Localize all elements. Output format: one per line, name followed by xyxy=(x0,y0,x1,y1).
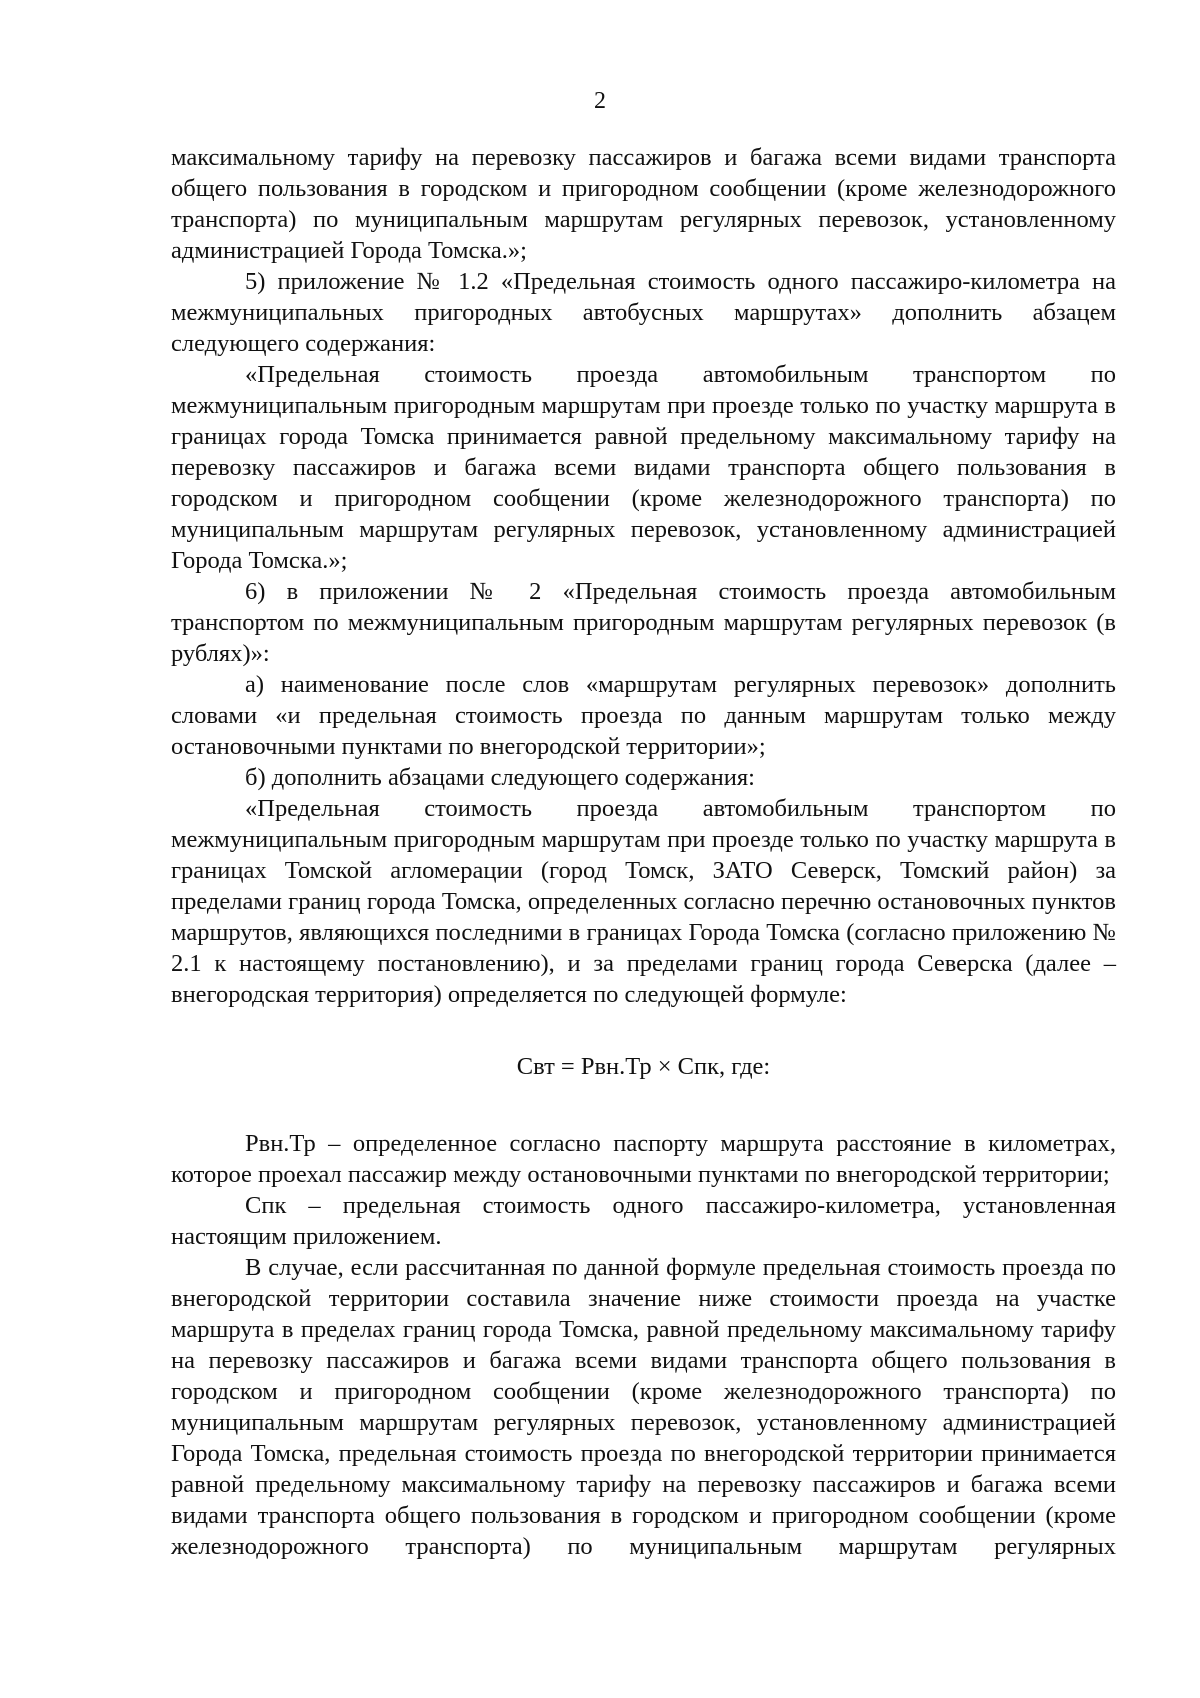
paragraph-quote-1: «Предельная стоимость проезда автомобильным транспортом по межмуниципальным пригородным маршрутам при проезде только по участку маршрута в границах города Томска принимается равной предельному максимальному тарифу на перевозку пассажиров и багажа всеми видами транспорта общего пользования в городском и пригородном сообщении (кроме железнодорожного транспорта) по муниципальным маршрутам регулярных перевозок, установленному администрацией Города Томска.»; xyxy=(171,361,1116,574)
page-number: 2 xyxy=(594,88,606,114)
paragraph-continuation: максимальному тарифу на перевозку пассажиров и багажа всеми видами транспорта общего пользования в городском и пригородном сообщении (кроме железнодорожного транспорта) по муниципальным маршрутам регулярных перевозок, установленному администрацией Города Томска.»; xyxy=(171,144,1116,264)
paragraph-item-5: 5) приложение № 1.2 «Предельная стоимость одного пассажиро-километра на межмуниципальных пригородных автобусных маршрутах» дополнить абзацем следующего содержания: xyxy=(171,268,1116,357)
paragraph-item-6b: б) дополнить абзацами следующего содержания: xyxy=(245,764,755,791)
paragraph-definition-cost: Спк – предельная стоимость одного пассажиро-километра, установленная настоящим приложением. xyxy=(171,1192,1116,1250)
formula: Свт = Рвн.Тр × Спк, где: xyxy=(516,1053,771,1080)
paragraph-item-6a: а) наименование после слов «маршрутам регулярных перевозок» дополнить словами «и предельная стоимость проезда по данным маршрутам только между остановочными пунктами по внегородской территории»; xyxy=(171,671,1116,760)
paragraph-definition-distance: Рвн.Тр – определенное согласно паспорту маршрута расстояние в километрах, которое проехал пассажир между остановочными пунктами по внегородской территории; xyxy=(171,1130,1116,1188)
paragraph-quote-2: «Предельная стоимость проезда автомобильным транспортом по межмуниципальным пригородным маршрутам при проезде только по участку маршрута в границах Томской агломерации (город Томск, ЗАТО Северск, Томский район) за пределами границ города Томска, определенных согласно перечню остановочных пунктов маршрутов, являющихся последними в границах Города Томска (согласно приложению № 2.1 к настоящему постановлению), и за пределами границ города Северска (далее – внегородская территория) определяется по следующей формуле: xyxy=(171,795,1116,1008)
paragraph-item-6: 6) в приложении № 2 «Предельная стоимость проезда автомобильным транспортом по межмуниципальным пригородным маршрутам регулярных перевозок (в рублях)»: xyxy=(171,578,1116,667)
document-body xyxy=(171,142,1116,1562)
paragraph-case: В случае, если рассчитанная по данной формуле предельная стоимость проезда по внегородской территории составила значение ниже стоимости проезда на участке маршрута в пределах границ города Томска, равной предельному максимальному тарифу на перевозку пассажиров и багажа всеми видами транспорта общего пользования в городском и пригородном сообщении (кроме железнодорожного транспорта) по муниципальным маршрутам регулярных перевозок, установленному администрацией Города Томска, предельная стоимость проезда по внегородской территории принимается равной предельному максимальному тарифу на перевозку пассажиров и багажа всеми видами транспорта общего пользования в городском и пригородном сообщении (кроме железнодорожного транспорта) по муниципальным маршрутам регулярных xyxy=(171,1254,1116,1560)
